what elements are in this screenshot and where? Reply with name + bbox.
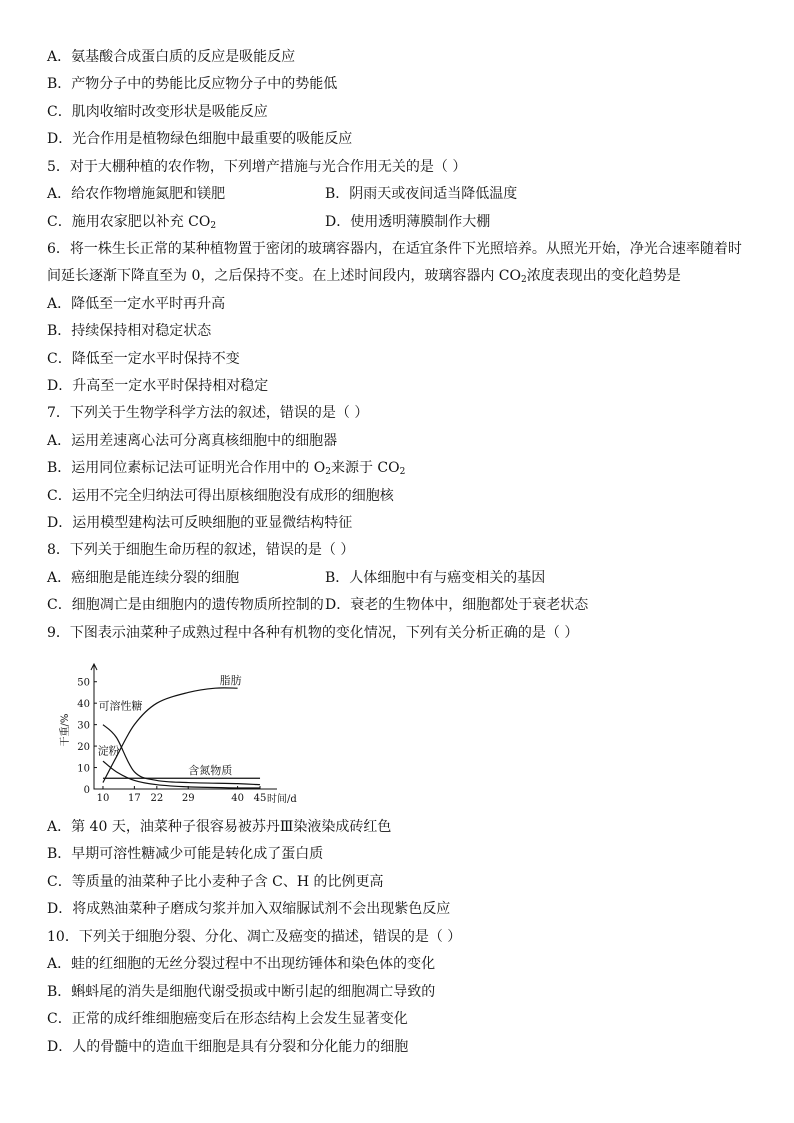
- y-tick-label: 0: [83, 785, 90, 796]
- q6-option-c: C．降低至一定水平时保持不变: [47, 351, 240, 367]
- subscript: 2: [521, 275, 527, 285]
- y-tick-label: 10: [77, 763, 90, 775]
- q7-option-d: D．运用模型建构法可反映细胞的亚显微结构特征: [47, 515, 353, 531]
- x-tick-label: 10: [96, 793, 110, 804]
- q8-option-b: B．人体细胞中有与癌变相关的基因: [325, 570, 546, 586]
- q8-option-a: A．癌细胞是能连续分裂的细胞: [47, 570, 240, 586]
- q7-option-b-text-mid: 来源于 CO: [330, 460, 400, 476]
- q9-option-d: D．将成熟油菜种子磨成匀浆并加入双缩脲试剂不会出现紫色反应: [47, 901, 451, 917]
- q4-option-c: C．肌肉收缩时改变形状是吸能反应: [47, 104, 268, 120]
- series-label-2: 淀粉: [97, 744, 120, 758]
- q9-option-c: C．等质量的油菜种子比小麦种子含 C、H 的比例更高: [47, 874, 384, 890]
- x-tick-label: 22: [150, 793, 164, 804]
- x-tick-label: 45: [253, 793, 267, 804]
- q10-option-c: C．正常的成纤维细胞癌变后在形态结构上会发生显著变化: [47, 1011, 408, 1027]
- x-tick-label: 29: [181, 793, 195, 804]
- q9-stem: 9．下图表示油菜种子成熟过程中各种有机物的变化情况，下列有关分析正确的是（ ）: [47, 625, 579, 641]
- y-tick-label: 30: [77, 720, 90, 732]
- series-label-3: 含氮物质: [188, 763, 233, 777]
- subscript: 2: [325, 467, 331, 477]
- q4-option-b: B．产物分子中的势能比反应物分子中的势能低: [47, 76, 338, 92]
- series-line-1: [103, 725, 260, 785]
- q8-stem: 8．下列关于细胞生命历程的叙述，错误的是（ ）: [47, 542, 355, 558]
- subscript: 2: [210, 221, 217, 231]
- q6-stem-line1: 6．将一株生长正常的某种植物置于密闭的玻璃容器内，在适宜条件下光照培养。从照光开始，净光合速率随着时: [47, 241, 742, 257]
- q5-option-a: A．给农作物增施氮肥和镁肥: [47, 186, 226, 202]
- q6-option-d: D．升高至一定水平时保持相对稳定: [47, 378, 269, 394]
- x-axis-label: 时间/d: [267, 794, 297, 805]
- q6-option-b: B．持续保持相对稳定状态: [47, 323, 212, 339]
- subscript: 2: [399, 467, 406, 477]
- q5-option-c-text: C．施用农家肥以补充 CO: [47, 214, 211, 230]
- q8-option-c: C．细胞凋亡是由细胞内的遗传物质所控制的: [47, 597, 324, 613]
- q9-option-b: B．早期可溶性糖减少可能是转化成了蛋白质: [47, 846, 324, 862]
- q10-option-d: D．人的骨髓中的造血干细胞是具有分裂和分化能力的细胞: [47, 1039, 409, 1055]
- q10-option-b: B．蝌蚪尾的消失是细胞代谢受损或中断引起的细胞凋亡导致的: [47, 984, 436, 1000]
- q10-stem: 10．下列关于细胞分裂、分化、凋亡及癌变的描述，错误的是（ ）: [47, 929, 462, 945]
- chart-axes: [91, 664, 277, 789]
- q6-option-a: A．降低至一定水平时再升高: [47, 296, 226, 312]
- q6-stem-text: 间延长逐渐下降直至为 0，之后保持不变。在上述时间段内，玻璃容器内 CO: [47, 268, 521, 284]
- q7-option-c: C．运用不完全归纳法可得出原核细胞没有成形的细胞核: [47, 488, 394, 504]
- q5-stem: 5．对于大棚种植的农作物，下列增产措施与光合作用无关的是（ ）: [47, 159, 467, 175]
- q5-option-b: B．阴雨天或夜间适当降低温度: [325, 186, 518, 202]
- q6-stem-line2: [47, 267, 681, 285]
- q7-stem: 7．下列关于生物学科学方法的叙述，错误的是（ ）: [47, 405, 369, 421]
- q7-option-b: [47, 459, 405, 477]
- q8-option-d: D．衰老的生物体中，细胞都处于衰老状态: [325, 597, 589, 613]
- q5-option-c: [47, 213, 216, 231]
- q4-option-a: A．氨基酸合成蛋白质的反应是吸能反应: [47, 49, 296, 65]
- organic-matter-chart: [56, 660, 297, 808]
- q5-option-d: D．使用透明薄膜制作大棚: [325, 214, 491, 230]
- q7-option-a: A．运用差速离心法可分离真核细胞中的细胞器: [47, 433, 338, 449]
- y-axis-label: 干重/%: [60, 713, 71, 747]
- axis-lines: [94, 665, 277, 789]
- q7-option-b-text: B．运用同位素标记法可证明光合作用中的 O: [47, 460, 326, 476]
- q9-option-a: A．第 40 天，油菜种子很容易被苏丹Ⅲ染液染成砖红色: [47, 819, 392, 835]
- y-tick-label: 50: [77, 677, 90, 689]
- series-label-0: 脂肪: [219, 673, 242, 687]
- q4-option-d: D．光合作用是植物绿色细胞中最重要的吸能反应: [47, 131, 353, 147]
- y-tick-label: 40: [77, 699, 90, 711]
- x-tick-label: 40: [231, 793, 244, 804]
- series-label-1: 可溶性糖: [98, 699, 143, 713]
- q6-stem-text-end: 浓度表现出的变化趋势是: [526, 268, 681, 284]
- y-tick-label: 20: [77, 742, 90, 754]
- q10-option-a: A．蛙的红细胞的无丝分裂过程中不出现纺锤体和染色体的变化: [47, 956, 436, 972]
- x-tick-label: 17: [128, 793, 141, 804]
